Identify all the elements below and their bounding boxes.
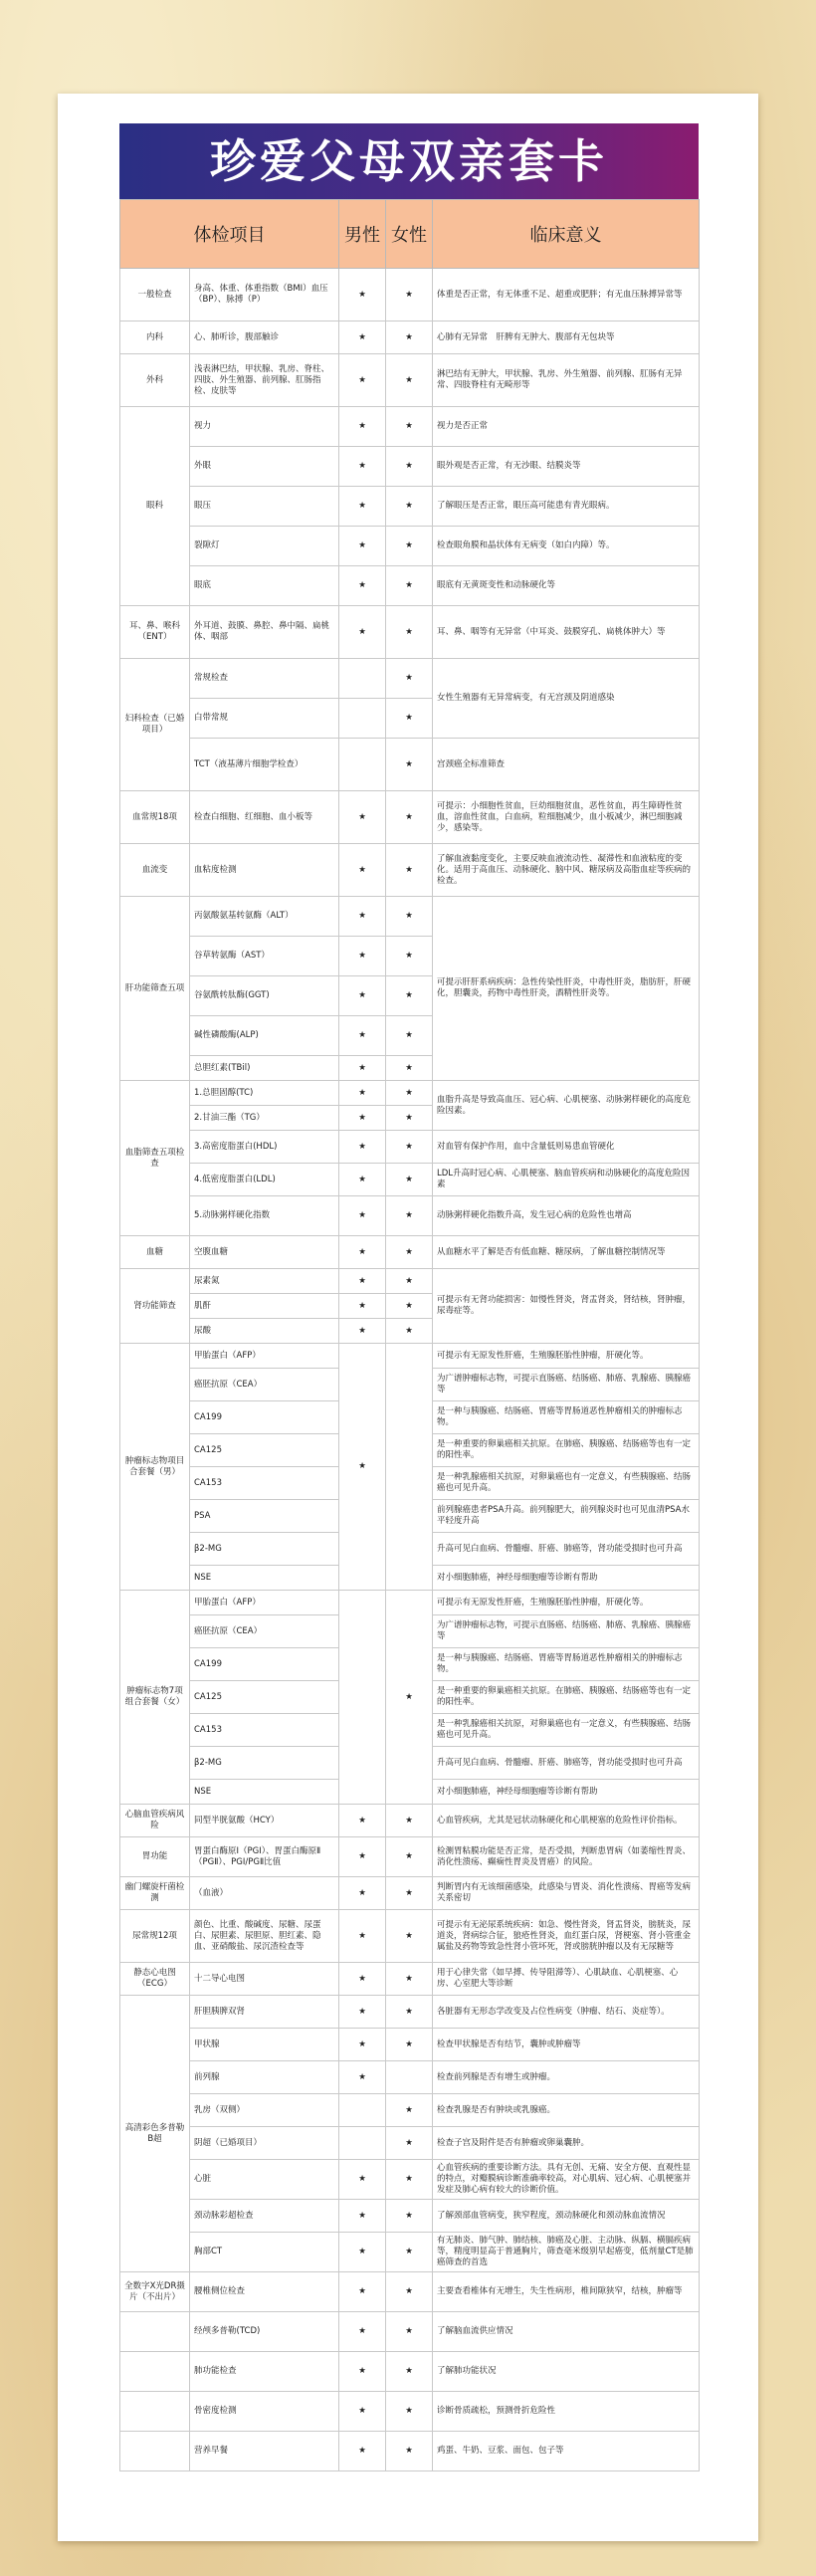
item-cell: CA153 xyxy=(190,1714,339,1747)
meaning-cell: 了解肺功能状况 xyxy=(433,2352,700,2392)
meaning-cell: 对小细胞肺癌，神经母细胞瘤等诊断有帮助 xyxy=(433,1566,700,1591)
item-cell: 肌酐 xyxy=(190,1294,339,1319)
female-mark-cell: ★ xyxy=(386,844,433,897)
meaning-cell: 各脏器有无形态学改变及占位性病变（肿瘤、结石、炎症等）。 xyxy=(433,1996,700,2029)
table-row xyxy=(120,1877,700,1910)
female-mark-cell: ★ xyxy=(386,606,433,659)
meaning-cell: 检查乳腺是否有肿块或乳腺癌。 xyxy=(433,2094,700,2127)
female-mark-cell xyxy=(386,2061,433,2094)
meaning-cell: 女性生殖器有无异常病变，有无宫颈及阴道感染 xyxy=(433,659,700,739)
item-cell: 颈动脉彩超检查 xyxy=(190,2200,339,2233)
table-body xyxy=(120,269,700,2471)
table-row xyxy=(120,407,700,447)
male-mark-cell: ★ xyxy=(339,1877,386,1910)
female-mark-cell: ★ xyxy=(386,407,433,447)
male-mark-cell xyxy=(339,2094,386,2127)
female-mark-cell: ★ xyxy=(386,566,433,606)
female-mark-cell: ★ xyxy=(386,1016,433,1056)
category-cell: 幽门螺旋杆菌检测 xyxy=(120,1877,190,1910)
female-mark-cell: ★ xyxy=(386,2272,433,2312)
meaning-cell: 视力是否正常 xyxy=(433,407,700,447)
checkup-table xyxy=(119,199,700,2471)
meaning-cell: 眼底有无黄斑变性和动脉硬化等 xyxy=(433,566,700,606)
item-cell: 谷草转氨酶（AST） xyxy=(190,937,339,976)
meaning-cell: 心肺有无异常 肝脾有无肿大、腹部有无包块等 xyxy=(433,322,700,354)
item-cell: 乳房（双侧） xyxy=(190,2094,339,2127)
table-row xyxy=(120,1081,700,1106)
meaning-cell: 可提示有无原发性肝癌，生殖腺胚胎性肿瘤，肝硬化等。 xyxy=(433,1591,700,1615)
item-cell: 浅表淋巴结，甲状腺、乳房、脊柱、四肢、外生殖器、前列腺、肛肠指检、皮肤等 xyxy=(190,354,339,407)
female-mark-cell: ★ xyxy=(386,2160,433,2200)
item-cell: 外耳道、鼓膜、鼻腔、鼻中隔、扁桃体、咽部 xyxy=(190,606,339,659)
male-mark-cell xyxy=(339,2127,386,2160)
meaning-cell: 用于心律失常（如早搏、传导阻滞等）、心肌缺血、心肌梗塞、心房、心室肥大等诊断 xyxy=(433,1963,700,1996)
meaning-cell: 检测胃粘膜功能是否正常，是否受损，判断患胃病（如萎缩性胃炎、消化性溃疡、癫痫性胃炎及胃癌）的风险。 xyxy=(433,1837,700,1877)
male-mark-cell: ★ xyxy=(339,1081,386,1106)
meaning-cell: 为广谱肿瘤标志物，可提示直肠癌、结肠癌、肺癌、乳腺癌、胰腺癌等 xyxy=(433,1615,700,1648)
female-mark-cell: ★ xyxy=(386,2029,433,2061)
checkup-card xyxy=(58,94,758,2541)
item-cell: NSE xyxy=(190,1566,339,1591)
category-cell: 全数字X光DR摄片（不出片） xyxy=(120,2272,190,2312)
category-cell: 高清彩色多普勒B超 xyxy=(120,1996,190,2272)
item-cell: 颜色、比重、酸碱度、尿糖、尿蛋白、尿胆素、尿胆原、胆红素、隐血、亚硝酸盐、尿沉渣检查等 xyxy=(190,1910,339,1963)
item-cell: CA125 xyxy=(190,1434,339,1467)
table-row xyxy=(120,354,700,407)
table-row xyxy=(120,2432,700,2471)
female-mark-cell: ★ xyxy=(386,447,433,487)
category-cell: 心脑血管疾病风险 xyxy=(120,1805,190,1837)
header-male: 男性 xyxy=(339,200,386,269)
item-cell: 身高、体重、体重指数（BMI）血压（BP）、脉搏（P） xyxy=(190,269,339,322)
table-row xyxy=(120,1164,700,1196)
male-mark-cell: ★ xyxy=(339,976,386,1016)
category-cell: 胃功能 xyxy=(120,1837,190,1877)
meaning-cell: 心血管疾病，尤其是冠状动脉硬化和心肌梗塞的危险性评价指标。 xyxy=(433,1805,700,1837)
female-mark-cell: ★ xyxy=(386,699,433,739)
item-cell: 空腹血糖 xyxy=(190,1236,339,1269)
table-row xyxy=(120,527,700,566)
meaning-cell: 心血管疾病的重要诊断方法。具有无创、无痛、安全方便、直观性显的特点，对瓣膜病诊断准确率较高，对心肌病、冠心病、心肌梗塞并发症及肺心病有较大的诊断价值。 xyxy=(433,2160,700,2200)
meaning-cell: LDL升高时冠心病、心肌梗塞、脑血管疾病和动脉硬化的高度危险因素 xyxy=(433,1164,700,1196)
male-mark-cell: ★ xyxy=(339,1963,386,1996)
table-row xyxy=(120,1591,700,1615)
item-cell: 总胆红素(TBil) xyxy=(190,1056,339,1081)
item-cell: 同型半胱氨酸（HCY） xyxy=(190,1805,339,1837)
female-mark-cell: ★ xyxy=(386,1056,433,1081)
male-mark-cell: ★ xyxy=(339,2432,386,2471)
male-mark-cell: ★ xyxy=(339,2392,386,2432)
male-mark-cell: ★ xyxy=(339,322,386,354)
meaning-cell: 了解血液黏度变化，主要反映血液流动性、凝滞性和血液粘度的变化。适用于高血压、动脉硬化、脑中风、糖尿病及高脂血症等疾病的检查。 xyxy=(433,844,700,897)
male-mark-cell: ★ xyxy=(339,1294,386,1319)
table-row xyxy=(120,1236,700,1269)
item-cell: 谷氨酰转肽酶(GGT) xyxy=(190,976,339,1016)
item-cell: 眼压 xyxy=(190,487,339,527)
item-cell: 甲胎蛋白（AFP） xyxy=(190,1591,339,1615)
item-cell: 5.动脉粥样硬化指数 xyxy=(190,1196,339,1236)
table-header-row xyxy=(120,200,700,269)
male-mark-cell: ★ xyxy=(339,407,386,447)
female-mark-cell: ★ xyxy=(386,1805,433,1837)
male-mark-cell: ★ xyxy=(339,1056,386,1081)
category-cell xyxy=(120,2312,190,2352)
table-row xyxy=(120,2127,700,2160)
meaning-cell: 了解颈部血管病变，狭窄程度，颈动脉硬化和颈动脉血流情况 xyxy=(433,2200,700,2233)
female-mark-cell: ★ xyxy=(386,1910,433,1963)
category-cell: 肿瘤标志物项目合套餐（男） xyxy=(120,1344,190,1591)
meaning-cell: 鸡蛋、牛奶、豆浆、面包、包子等 xyxy=(433,2432,700,2471)
female-mark-cell xyxy=(386,1344,433,1591)
female-mark-cell: ★ xyxy=(386,1963,433,1996)
female-mark-cell: ★ xyxy=(386,897,433,937)
male-mark-cell: ★ xyxy=(339,844,386,897)
category-cell: 眼科 xyxy=(120,407,190,606)
item-cell: 丙氨酸氨基转氨酶（ALT） xyxy=(190,897,339,937)
meaning-cell: 可提示有无肾功能损害：如慢性肾炎，肾盂肾炎，肾结核，肾肿瘤，尿毒症等。 xyxy=(433,1269,700,1344)
meaning-cell: 检查前列腺是否有增生或肿瘤。 xyxy=(433,2061,700,2094)
male-mark-cell: ★ xyxy=(339,1131,386,1164)
meaning-cell: 了解眼压是否正常，眼压高可能患有青光眼病。 xyxy=(433,487,700,527)
meaning-cell: 可提示：小细胞性贫血，巨幼细胞贫血，恶性贫血，再生障碍性贫血，溶血性贫血，白血病，粒细胞减少，血小板减少，淋巴细胞减少，感染等。 xyxy=(433,791,700,844)
table-row xyxy=(120,2272,700,2312)
table-row xyxy=(120,739,700,791)
female-mark-cell: ★ xyxy=(386,2392,433,2432)
table-row xyxy=(120,2200,700,2233)
item-cell: β2-MG xyxy=(190,1533,339,1566)
table-row xyxy=(120,322,700,354)
female-mark-cell: ★ xyxy=(386,2312,433,2352)
item-cell: 尿酸 xyxy=(190,1319,339,1344)
female-mark-cell: ★ xyxy=(386,354,433,407)
category-cell: 血流变 xyxy=(120,844,190,897)
table-row xyxy=(120,1196,700,1236)
female-mark-cell: ★ xyxy=(386,2233,433,2272)
meaning-cell: 判断胃内有无该细菌感染，此感染与胃炎、消化性溃疡、胃癌等发病关系密切 xyxy=(433,1877,700,1910)
item-cell: 胃蛋白酶原Ⅰ（PGⅠ）、胃蛋白酶原Ⅱ（PGⅡ）、PGⅠ/PGⅡ比值 xyxy=(190,1837,339,1877)
category-cell: 内科 xyxy=(120,322,190,354)
category-cell: 肾功能筛查 xyxy=(120,1269,190,1344)
item-cell: 眼底 xyxy=(190,566,339,606)
female-mark-cell: ★ xyxy=(386,487,433,527)
male-mark-cell: ★ xyxy=(339,1016,386,1056)
male-mark-cell: ★ xyxy=(339,1164,386,1196)
item-cell: 肺功能检查 xyxy=(190,2352,339,2392)
meaning-cell: 可提示有无原发性肝癌，生殖腺胚胎性肿瘤，肝硬化等。 xyxy=(433,1344,700,1369)
item-cell: 4.低密度脂蛋白(LDL) xyxy=(190,1164,339,1196)
meaning-cell: 可提示肝肝系病疾病：急性传染性肝炎，中毒性肝炎，脂肪肝，肝硬化，胆囊炎，药物中毒性肝炎，酒精性肝炎等。 xyxy=(433,897,700,1081)
male-mark-cell: ★ xyxy=(339,1269,386,1294)
table-row xyxy=(120,2233,700,2272)
meaning-cell: 对血管有保护作用，血中含量低则易患血管硬化 xyxy=(433,1131,700,1164)
item-cell: CA199 xyxy=(190,1648,339,1681)
item-cell: 白带常规 xyxy=(190,699,339,739)
meaning-cell: 了解脑血流供应情况 xyxy=(433,2312,700,2352)
item-cell: 检查白细胞、红细胞、血小板等 xyxy=(190,791,339,844)
female-mark-cell: ★ xyxy=(386,2352,433,2392)
female-mark-cell: ★ xyxy=(386,1877,433,1910)
meaning-cell: 检查子宫及附件是否有肿瘤或卵巢囊肿。 xyxy=(433,2127,700,2160)
table-row xyxy=(120,659,700,699)
item-cell: PSA xyxy=(190,1500,339,1533)
category-cell: 肿瘤标志物7项组合套餐（女） xyxy=(120,1591,190,1805)
item-cell: 腰椎侧位检查 xyxy=(190,2272,339,2312)
female-mark-cell: ★ xyxy=(386,659,433,699)
category-cell: 妇科检查（已婚项目） xyxy=(120,659,190,791)
table-row xyxy=(120,1344,700,1369)
female-mark-cell: ★ xyxy=(386,2200,433,2233)
meaning-cell: 体重是否正常，有无体重不足、超重或肥胖；有无血压脉搏异常等 xyxy=(433,269,700,322)
male-mark-cell: ★ xyxy=(339,2352,386,2392)
table-row xyxy=(120,1996,700,2029)
meaning-cell: 血脂升高是导致高血压、冠心病、心肌梗塞、动脉粥样硬化的高度危险因素。 xyxy=(433,1081,700,1131)
category-cell: 外科 xyxy=(120,354,190,407)
item-cell: 尿素氮 xyxy=(190,1269,339,1294)
male-mark-cell: ★ xyxy=(339,527,386,566)
male-mark-cell: ★ xyxy=(339,2160,386,2200)
male-mark-cell xyxy=(339,1591,386,1805)
male-mark-cell: ★ xyxy=(339,1837,386,1877)
table-row xyxy=(120,2392,700,2432)
male-mark-cell: ★ xyxy=(339,1106,386,1131)
female-mark-cell: ★ xyxy=(386,1591,433,1805)
meaning-cell: 是一种乳腺癌相关抗原，对卵巢癌也有一定意义，有些胰腺癌、结肠癌也可见升高。 xyxy=(433,1714,700,1747)
item-cell: 甲胎蛋白（AFP） xyxy=(190,1344,339,1369)
meaning-cell: 可提示有无泌尿系统疾病：如急、慢性肾炎，肾盂肾炎，膀胱炎，尿道炎，肾病综合征，狼疮性肾炎，血红蛋白尿，肾梗塞、肾小管重金属盐及药物等致急性肾小管坏死，肾或膀胱肿瘤以及有无尿糖等 xyxy=(433,1910,700,1963)
female-mark-cell: ★ xyxy=(386,2127,433,2160)
male-mark-cell: ★ xyxy=(339,1805,386,1837)
meaning-cell: 从血糖水平了解是否有低血糖、糖尿病，了解血糖控制情况等 xyxy=(433,1236,700,1269)
female-mark-cell: ★ xyxy=(386,1131,433,1164)
meaning-cell: 升高可见白血病、骨髓瘤、肝癌、肺癌等，肾功能受损时也可升高 xyxy=(433,1533,700,1566)
table-row xyxy=(120,791,700,844)
meaning-cell: 是一种与胰腺癌、结肠癌、胃癌等胃肠道恶性肿瘤相关的肿瘤标志物。 xyxy=(433,1648,700,1681)
banner-title: 珍爱父母双亲套卡 xyxy=(119,123,699,199)
female-mark-cell: ★ xyxy=(386,1837,433,1877)
meaning-cell: 检查甲状腺是否有结节，囊肿或肿瘤等 xyxy=(433,2029,700,2061)
female-mark-cell: ★ xyxy=(386,269,433,322)
item-cell: 1.总胆固醇(TC) xyxy=(190,1081,339,1106)
table-row xyxy=(120,1837,700,1877)
table-row xyxy=(120,2312,700,2352)
item-cell: （血液） xyxy=(190,1877,339,1910)
male-mark-cell: ★ xyxy=(339,1319,386,1344)
item-cell: 前列腺 xyxy=(190,2061,339,2094)
item-cell: 骨密度检测 xyxy=(190,2392,339,2432)
category-cell xyxy=(120,2352,190,2392)
category-cell xyxy=(120,2432,190,2471)
category-cell: 血脂筛查五项检查 xyxy=(120,1081,190,1236)
item-cell: 视力 xyxy=(190,407,339,447)
item-cell: 外眼 xyxy=(190,447,339,487)
male-mark-cell: ★ xyxy=(339,487,386,527)
male-mark-cell: ★ xyxy=(339,937,386,976)
male-mark-cell: ★ xyxy=(339,1196,386,1236)
female-mark-cell: ★ xyxy=(386,1269,433,1294)
item-cell: 十二导心电图 xyxy=(190,1963,339,1996)
item-cell: 营养早餐 xyxy=(190,2432,339,2471)
item-cell: 2.甘油三酯（TG） xyxy=(190,1106,339,1131)
category-cell: 一般检查 xyxy=(120,269,190,322)
table-row xyxy=(120,2094,700,2127)
meaning-cell: 对小细胞肺癌，神经母细胞瘤等诊断有帮助 xyxy=(433,1780,700,1805)
male-mark-cell: ★ xyxy=(339,1910,386,1963)
item-cell: 癌胚抗原（CEA） xyxy=(190,1615,339,1648)
female-mark-cell: ★ xyxy=(386,1294,433,1319)
category-cell: 尿常规12项 xyxy=(120,1910,190,1963)
male-mark-cell: ★ xyxy=(339,2272,386,2312)
female-mark-cell: ★ xyxy=(386,1081,433,1106)
table-row xyxy=(120,487,700,527)
female-mark-cell: ★ xyxy=(386,322,433,354)
male-mark-cell: ★ xyxy=(339,2312,386,2352)
item-cell: β2-MG xyxy=(190,1747,339,1780)
table-row xyxy=(120,1131,700,1164)
male-mark-cell: ★ xyxy=(339,566,386,606)
table-row xyxy=(120,606,700,659)
table-row xyxy=(120,447,700,487)
header-meaning: 临床意义 xyxy=(433,200,700,269)
category-cell: 耳、鼻、喉科（ENT） xyxy=(120,606,190,659)
meaning-cell: 淋巴结有无肿大，甲状腺、乳房、外生殖器、前列腺、肛肠有无异常、四肢脊柱有无畸形等 xyxy=(433,354,700,407)
header-item: 体检项目 xyxy=(120,200,339,269)
male-mark-cell xyxy=(339,739,386,791)
table-row xyxy=(120,844,700,897)
female-mark-cell: ★ xyxy=(386,739,433,791)
table-row xyxy=(120,2061,700,2094)
table-row xyxy=(120,269,700,322)
item-cell: 胸部CT xyxy=(190,2233,339,2272)
male-mark-cell: ★ xyxy=(339,447,386,487)
meaning-cell: 是一种乳腺癌相关抗原，对卵巢癌也有一定意义，有些胰腺癌、结肠癌也可见升高。 xyxy=(433,1467,700,1500)
meaning-cell: 升高可见白血病、骨髓瘤、肝癌、肺癌等，肾功能受损时也可升高 xyxy=(433,1747,700,1780)
female-mark-cell: ★ xyxy=(386,1196,433,1236)
male-mark-cell: ★ xyxy=(339,2200,386,2233)
female-mark-cell: ★ xyxy=(386,937,433,976)
category-cell xyxy=(120,2392,190,2432)
female-mark-cell: ★ xyxy=(386,527,433,566)
table-row xyxy=(120,566,700,606)
male-mark-cell: ★ xyxy=(339,1236,386,1269)
male-mark-cell xyxy=(339,699,386,739)
item-cell: 心脏 xyxy=(190,2160,339,2200)
category-cell: 静态心电图（ECG） xyxy=(120,1963,190,1996)
meaning-cell: 宫颈癌全标准筛查 xyxy=(433,739,700,791)
meaning-cell: 诊断骨质疏松，预测骨折危险性 xyxy=(433,2392,700,2432)
meaning-cell: 耳、鼻、咽等有无异常（中耳炎、鼓膜穿孔、扁桃体肿大）等 xyxy=(433,606,700,659)
table-row xyxy=(120,1963,700,1996)
item-cell: 3.高密度脂蛋白(HDL) xyxy=(190,1131,339,1164)
female-mark-cell: ★ xyxy=(386,1236,433,1269)
item-cell: 裂隙灯 xyxy=(190,527,339,566)
female-mark-cell: ★ xyxy=(386,976,433,1016)
meaning-cell: 是一种重要的卵巢癌相关抗原。在肺癌、胰腺癌、结肠癌等也有一定的阳性率。 xyxy=(433,1681,700,1714)
item-cell: CA153 xyxy=(190,1467,339,1500)
table-row xyxy=(120,897,700,937)
male-mark-cell: ★ xyxy=(339,791,386,844)
meaning-cell: 动脉粥样硬化指数升高，发生冠心病的危险性也增高 xyxy=(433,1196,700,1236)
male-mark-cell xyxy=(339,659,386,699)
male-mark-cell: ★ xyxy=(339,2061,386,2094)
meaning-cell: 眼外观是否正常，有无沙眼、结膜炎等 xyxy=(433,447,700,487)
item-cell: 甲状腺 xyxy=(190,2029,339,2061)
meaning-cell: 是一种与胰腺癌、结肠癌、胃癌等胃肠道恶性肿瘤相关的肿瘤标志物。 xyxy=(433,1401,700,1434)
item-cell: 癌胚抗原（CEA） xyxy=(190,1369,339,1401)
male-mark-cell: ★ xyxy=(339,2029,386,2061)
category-cell: 血常规18项 xyxy=(120,791,190,844)
item-cell: 心、肺听诊，腹部触诊 xyxy=(190,322,339,354)
female-mark-cell: ★ xyxy=(386,1996,433,2029)
table-row xyxy=(120,2352,700,2392)
item-cell: 肝胆胰脾双肾 xyxy=(190,1996,339,2029)
item-cell: CA199 xyxy=(190,1401,339,1434)
male-mark-cell: ★ xyxy=(339,606,386,659)
item-cell: CA125 xyxy=(190,1681,339,1714)
meaning-cell: 有无肺炎、肺气肿、肺结核、肺癌及心脏、主动脉、纵膈、横膈疾病等，精度明显高于普通胸片，筛查毫米级别早起癌变，低剂量CT是肺癌筛查的首选 xyxy=(433,2233,700,2272)
male-mark-cell: ★ xyxy=(339,1996,386,2029)
female-mark-cell: ★ xyxy=(386,1319,433,1344)
table-row xyxy=(120,1910,700,1963)
male-mark-cell: ★ xyxy=(339,269,386,322)
item-cell: 血粘度检测 xyxy=(190,844,339,897)
meaning-cell: 检查眼角膜和晶状体有无病变（如白内障）等。 xyxy=(433,527,700,566)
female-mark-cell: ★ xyxy=(386,2432,433,2471)
female-mark-cell: ★ xyxy=(386,2094,433,2127)
header-female: 女性 xyxy=(386,200,433,269)
category-cell: 肝功能筛查五项 xyxy=(120,897,190,1081)
meaning-cell: 为广谱肿瘤标志物，可提示直肠癌、结肠癌、肺癌、乳腺癌、胰腺癌等 xyxy=(433,1369,700,1401)
table-row xyxy=(120,1805,700,1837)
female-mark-cell: ★ xyxy=(386,1106,433,1131)
meaning-cell: 前列腺癌患者PSA升高。前列腺肥大，前列腺炎时也可见血清PSA水平轻度升高 xyxy=(433,1500,700,1533)
item-cell: NSE xyxy=(190,1780,339,1805)
male-mark-cell: ★ xyxy=(339,897,386,937)
male-mark-cell: ★ xyxy=(339,354,386,407)
item-cell: 碱性磷酸酶(ALP) xyxy=(190,1016,339,1056)
item-cell: 常规检查 xyxy=(190,659,339,699)
item-cell: 阴超（已婚项目） xyxy=(190,2127,339,2160)
category-cell: 血糖 xyxy=(120,1236,190,1269)
table-row xyxy=(120,2029,700,2061)
item-cell: TCT（液基薄片细胞学检查） xyxy=(190,739,339,791)
table-row xyxy=(120,1269,700,1294)
item-cell: 经颅多普勒(TCD) xyxy=(190,2312,339,2352)
meaning-cell: 是一种重要的卵巢癌相关抗原。在肺癌、胰腺癌、结肠癌等也有一定的阳性率。 xyxy=(433,1434,700,1467)
male-mark-cell: ★ xyxy=(339,2233,386,2272)
female-mark-cell: ★ xyxy=(386,1164,433,1196)
table-row xyxy=(120,2160,700,2200)
male-mark-cell: ★ xyxy=(339,1344,386,1591)
meaning-cell: 主要查看椎体有无增生，失生性病形，椎间隙狭窄，结核，肿瘤等 xyxy=(433,2272,700,2312)
female-mark-cell: ★ xyxy=(386,791,433,844)
